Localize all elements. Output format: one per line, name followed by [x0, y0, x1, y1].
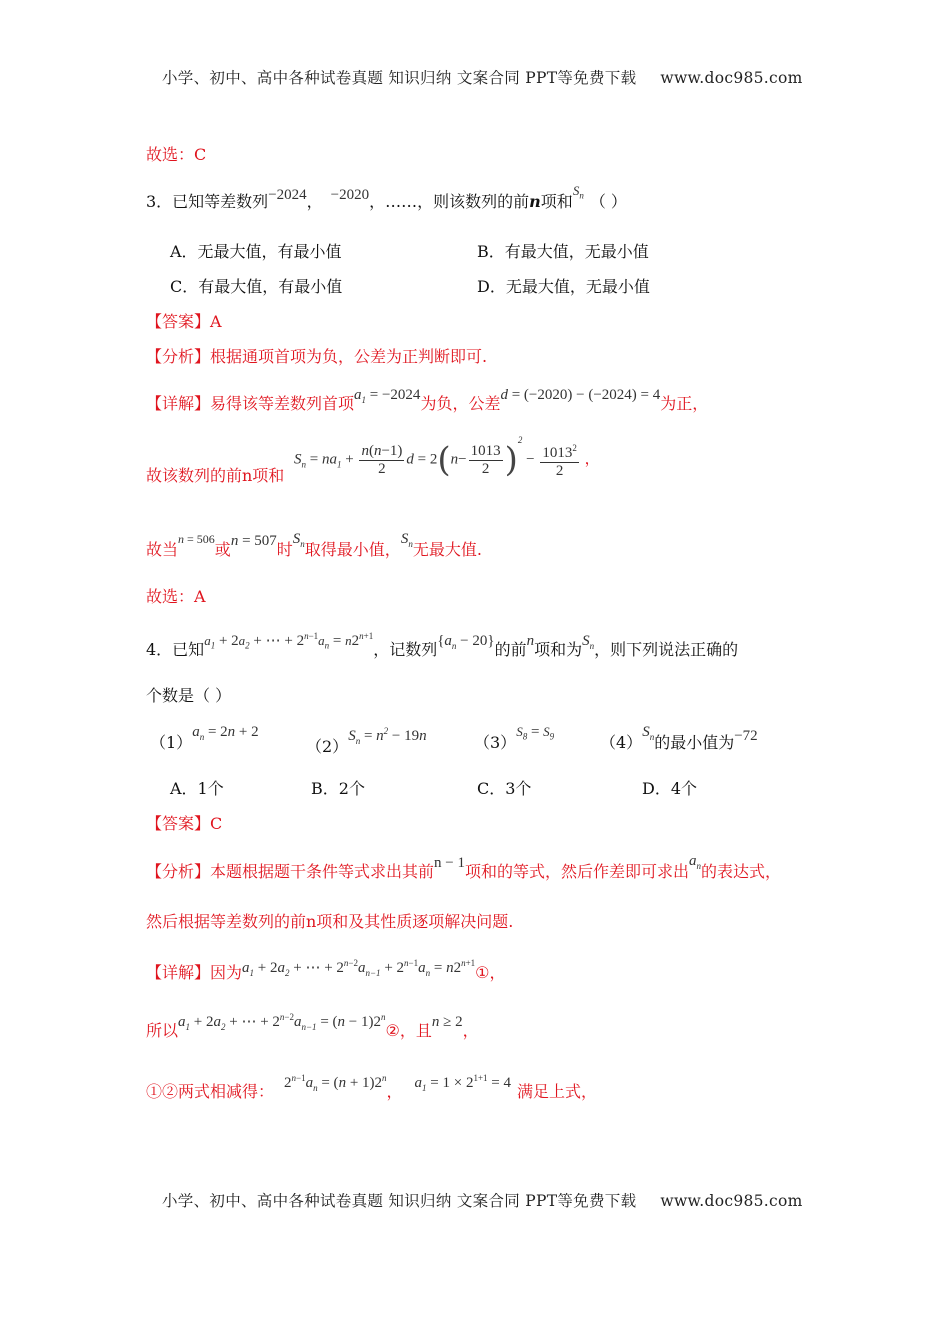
- q3-first-term-formula: $a_1 = -2024$: [354, 387, 421, 405]
- q3-option-c[interactable]: C．有最大值，有最小值: [170, 277, 343, 296]
- q3-sn-min: $S_n$: [292, 531, 305, 549]
- q4-eq1: $a_1 + 2a_2$ + ⋯ + $2^{n-2}a_{n-1} + 2^{n-1}a_n = n2^{n+1}$: [242, 958, 476, 978]
- q3-option-b[interactable]: B．有最大值，无最小值: [477, 242, 649, 261]
- q4-eq2: $a_1 + 2a_2$ + ⋯ + $2^{n-2}a_{n-1} = (n - 1)2^n$: [178, 1012, 386, 1032]
- q4-item-2-formula: $S_n = n^2 - 19n$: [348, 726, 427, 746]
- q3-when-line: 故当$^{n = 506}$或n = 507时$S_n$取得最小值，$S_n$无最大值.: [146, 531, 482, 559]
- q3-sn-max: $S_n$: [400, 531, 413, 549]
- q4-analysis-line2: 然后根据等差数列的前n项和及其性质逐项解决问题.: [146, 912, 514, 931]
- q4-option-a[interactable]: A．1个: [170, 779, 224, 798]
- q3-n507: n = 507: [230, 533, 277, 549]
- q4-stem-line2: 个数是（ ）: [146, 686, 232, 705]
- footer-site[interactable]: www.doc985.com: [660, 1192, 803, 1210]
- q4-option-c[interactable]: C．3个: [477, 779, 532, 798]
- q3-sum-formula: $S_n = na_1$ + $\frac{n(n-1)}{2}$ d = 2(n− $\frac{1013}{2}$ )$^2$ − $\frac{1013^2}{2}$ ，: [294, 435, 600, 480]
- q3-answer: 【答案】A: [146, 312, 222, 331]
- q4-sn: $S_n$: [582, 633, 595, 651]
- q3-option-a[interactable]: A．无最大值，有最小值: [170, 242, 342, 261]
- q3-analysis: 【分析】根据通项首项为负，公差为正判断即可.: [146, 347, 488, 366]
- page-footer: [162, 1191, 803, 1211]
- q3-stem: 3．已知等差数列−2024， −2020，……，则该数列的前n项和$^{S_n}$ （ ）: [146, 183, 627, 211]
- q3-detail: 【详解】易得该等差数列首项$a_1 = -2024$为负，公差d = (−2020) − (−2024) = 4为正，: [146, 387, 709, 413]
- page-header: [162, 68, 803, 88]
- q3-n506: n = 506: [178, 532, 215, 546]
- q3-diff-formula: d = (−2020) − (−2024) = 4: [500, 387, 661, 403]
- header-site[interactable]: www.doc985.com: [660, 69, 803, 87]
- q4-condition-formula: a1 + 2a2 + ⋯ + 2n−1an = n2n+1: [204, 631, 374, 651]
- q4-item-2: $(2)S_n = n^2 - 19n$: [306, 726, 427, 756]
- q4-item-3: $(3)^{S_8 = S_9}$: [474, 724, 555, 752]
- q4-item-3-formula: S8 = S9: [516, 724, 555, 742]
- footer-text: 小学、初中、高中各种试卷真题 知识归纳 文案合同 PPT等免费下载: [162, 1192, 637, 1210]
- q4-eq4: $a_1 = 1 \times 2^{1+1} = 4$: [414, 1073, 512, 1093]
- q4-item-4: $(4)S_n$的最小值为−72: [600, 724, 758, 752]
- q4-detail: 【详解】因为$a_1 + 2a_2$ + ⋯ + $2^{n-2}a_{n-1} + 2^{n-1}a_n$ = $n2^{n+1}①$，: [146, 958, 506, 982]
- q4-eq3: $2^{n-1}a_n = (n + 1)2^n$: [284, 1073, 387, 1093]
- q4-stem: 4．已知$^{a_1 + 2a_2 + \cdots + 2^{n-1}a_n = n2^{n+1}}$，记数列$\{a_n - 20\}$的前n项和为$S_n$，则下列说法正确的: [146, 631, 739, 659]
- q3-sn: Sn: [572, 183, 584, 201]
- header-text: 小学、初中、高中各种试卷真题 知识归纳 文案合同 PPT等免费下载: [162, 69, 637, 87]
- q4-so-line: 所以$a_1 + 2a_2$ + ⋯ + $2^{n-2}a_{n-1} = (n$ − $1)2^n②$，且n ≥ 2，: [146, 1012, 479, 1040]
- q3-choice: 故选：A: [146, 587, 206, 606]
- q4-answer: 【答案】C: [146, 814, 223, 833]
- q4-option-b[interactable]: B．2个: [311, 779, 365, 798]
- q4-option-d[interactable]: D．4个: [642, 779, 698, 798]
- q4-subtract-line: ①②两式相减得： $2^{n-1}a_n = (n + 1)2^n$， $a_1 = 1 \times 2^{1+1} = 4$ 满足上式，: [146, 1073, 598, 1101]
- q4-item-1-formula: $a_n = 2n + 2$: [192, 724, 259, 742]
- q4-seq-formula: $\{a_n - 20\}$: [437, 633, 495, 651]
- q3-option-d[interactable]: D．无最大值，无最小值: [477, 277, 650, 296]
- q3-sum-line: 故该数列的前n项和: [146, 466, 285, 485]
- q3-term1: −2024: [268, 187, 307, 203]
- prev-choice: 故选：C: [146, 145, 207, 164]
- q3-term2: −2020: [330, 187, 370, 203]
- q4-analysis: 【分析】本题根据题干条件等式求出其前n − 1项和的等式，然后作差即可求出$a_n$的表达式，: [146, 853, 782, 881]
- q4-item-1: $(1)a_n = 2n + 2$: [150, 724, 259, 752]
